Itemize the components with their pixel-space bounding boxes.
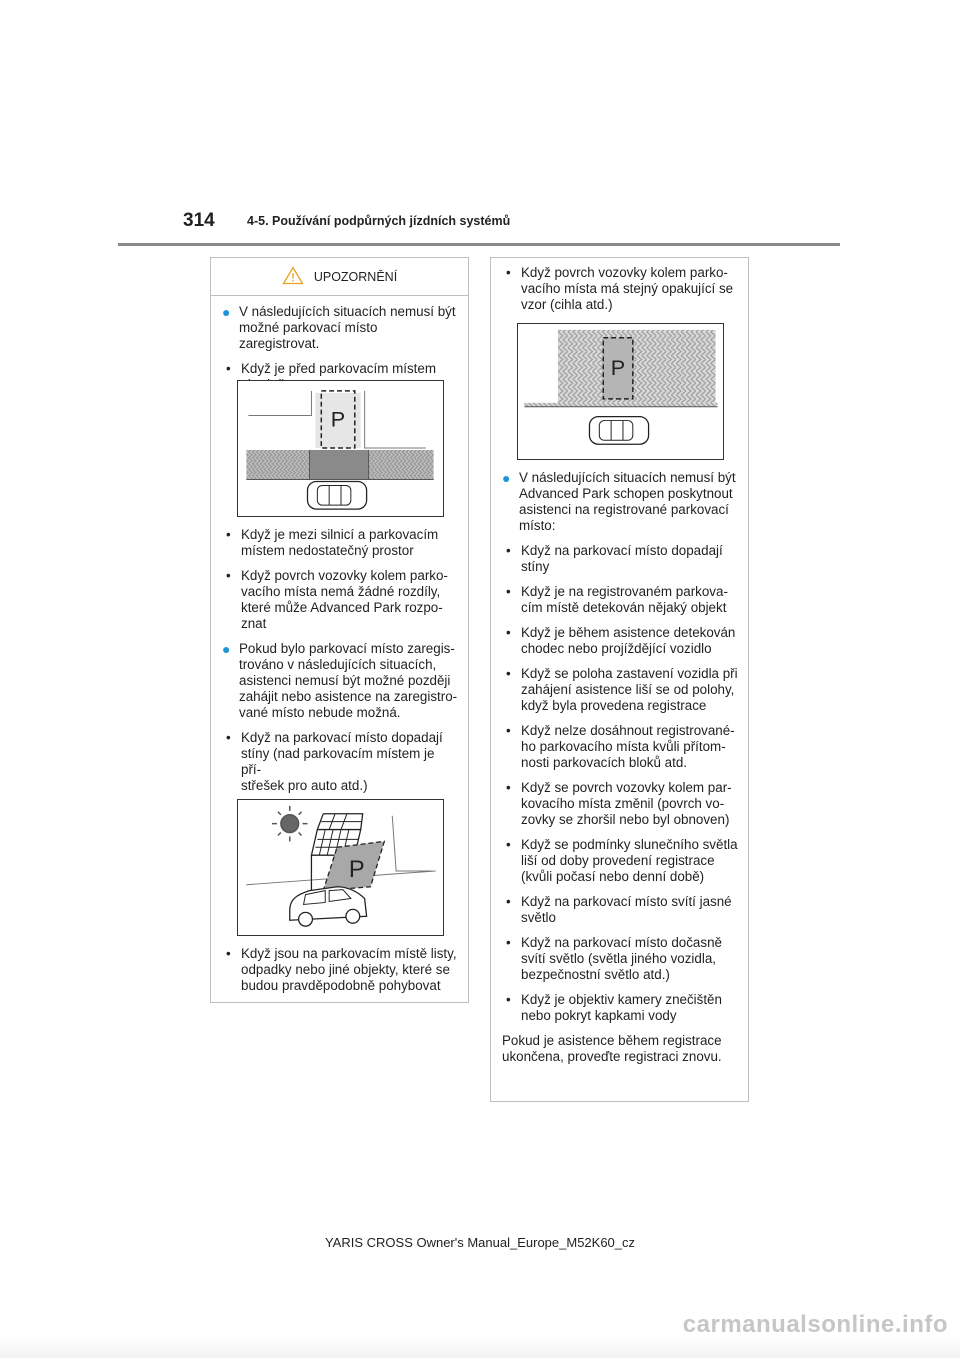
list-item: [222, 641, 458, 721]
car-icon: [290, 887, 367, 926]
parking-label: P: [348, 856, 365, 883]
sun-icon: [272, 806, 307, 841]
bullet-icon: •: [506, 584, 511, 599]
caution-title: UPOZORNĚNÍ: [313, 269, 398, 284]
blue-dot-icon: ●: [502, 470, 511, 486]
bullet-icon: •: [506, 265, 511, 280]
figure-brick-pattern: [517, 323, 724, 460]
bullet-icon: •: [506, 625, 511, 640]
right-block-2: [491, 470, 748, 1074]
bullet-icon: •: [506, 837, 511, 852]
section-title: 4-5. Používání podpůrných jízdních systémů: [247, 214, 511, 228]
list-item-text: Když povrch vozovky kolem parko- vacího místa má stejný opakující se vzor (cihla atd.): [521, 265, 734, 312]
closing-note: [502, 1033, 738, 1065]
bullet-icon: •: [226, 730, 231, 745]
list-item-text: V následujících situacích nemusí být možné parkovací místo zaregistrovat.: [239, 304, 456, 351]
list-item: [222, 568, 458, 632]
bullet-icon: •: [506, 723, 511, 738]
list-item-text: Když je objektiv kamery znečištěn nebo pokryt kapkami vody: [521, 992, 722, 1023]
list-item-text: Když na parkovací místo dočasně svítí světlo (světla jiného vozidla, bezpečnostní světlo atd.): [521, 935, 722, 982]
bullet-icon: •: [506, 935, 511, 950]
list-item: [502, 470, 738, 534]
list-item-text: Když na parkovací místo svítí jasné světlo: [521, 894, 732, 925]
bullet-icon: •: [226, 568, 231, 583]
bullet-icon: •: [506, 666, 511, 681]
list-item: [222, 527, 458, 559]
list-item-text: Když se poloha zastavení vozidla při zahájení asistence liší se od polohy, když byla provedena registrace: [521, 666, 738, 713]
bullet-icon: •: [506, 894, 511, 909]
list-item-text: Když na parkovací místo dopadají stíny (nad parkovacím místem je pří- střešek pro auto atd.): [241, 730, 443, 793]
bullet-icon: •: [226, 361, 231, 376]
list-item-text: Když je mezi silnicí a parkovacím místem nedostatečný prostor: [241, 527, 439, 558]
bullet-icon: •: [226, 946, 231, 961]
warning-triangle-icon: [282, 266, 304, 288]
list-item-text: Když je během asistence detekován chodec nebo projíždějící vozidlo: [521, 625, 736, 656]
list-item: [502, 265, 738, 313]
bullet-icon: •: [506, 780, 511, 795]
page-number: 314: [183, 210, 215, 231]
caution-box-left: [210, 257, 469, 1003]
list-item-text: Když se podmínky slunečního světla liší od doby provedení registrace (kvůli počasí nebo denní době): [521, 837, 738, 884]
list-item: [502, 992, 738, 1024]
closing-note-text: Pokud je asistence během registrace ukončena, proveďte registraci znovu.: [502, 1033, 722, 1064]
list-item: [502, 894, 738, 926]
list-item: [502, 837, 738, 885]
list-item-text: Když je na registrovaném parkova- cím místě detekován nějaký objekt: [521, 584, 728, 615]
bullet-icon: •: [506, 543, 511, 558]
list-item: [502, 584, 738, 616]
left-block-2: [211, 527, 468, 803]
footer-text: YARIS CROSS Owner's Manual_Europe_M52K60_cz: [324, 1235, 636, 1250]
list-item: [502, 543, 738, 575]
list-item: [222, 946, 458, 994]
figure-carport: [237, 799, 444, 936]
bullet-icon: •: [506, 992, 511, 1007]
list-item: [502, 780, 738, 828]
bullet-icon: •: [226, 527, 231, 542]
list-item-text: Když povrch vozovky kolem parko- vacího místa nemá žádné rozdíly, které může Advanced Park rozpo- znat: [241, 568, 448, 631]
list-item-text: Když je před parkovacím místem: [241, 361, 436, 376]
list-item: [502, 723, 738, 771]
parking-label: P: [330, 406, 346, 432]
list-item-text: Když nelze dosáhnout registrované- ho parkovacího místa kvůli přítom- nosti parkovacích bloků atd.: [521, 723, 735, 770]
list-item: [222, 730, 458, 794]
caution-header: [211, 258, 468, 296]
car-icon: [589, 417, 648, 445]
blue-dot-icon: ●: [222, 304, 231, 320]
list-item: [502, 666, 738, 714]
list-item-text: V následujících situacích nemusí být Advanced Park schopen poskytnout asistenci na registrované parkovací místo:: [519, 470, 736, 533]
header-divider: [118, 243, 840, 246]
caution-box-right: [490, 257, 749, 1102]
car-icon: [307, 482, 366, 510]
list-item-text: Když jsou na parkovacím místě listy, odpadky nebo jiné objekty, které se budou pravděpodobně pohybovat: [241, 946, 457, 993]
list-item: [502, 935, 738, 983]
right-block-1: [491, 265, 748, 322]
left-block-3: [211, 946, 468, 1003]
blue-dot-icon: ●: [222, 641, 231, 657]
list-item-text: Pokud bylo parkovací místo zaregis- trováno v následujících situacích, asistenci nemusí být možné později zahájit nebo asistence na zaregistro- vané místo nebude možná.: [239, 641, 458, 720]
parking-label: P: [610, 355, 626, 381]
list-item: [222, 304, 458, 352]
watermark: carmanualsonline.info: [682, 1311, 948, 1338]
list-item-text: Když na parkovací místo dopadají stíny: [521, 543, 723, 574]
figure-sidewalk: [237, 380, 444, 517]
list-item: [502, 625, 738, 657]
list-item-text: Když se povrch vozovky kolem par- kovacího místa změnil (povrch vo- zovky se zhoršil nebo byl obnoven): [521, 780, 732, 827]
